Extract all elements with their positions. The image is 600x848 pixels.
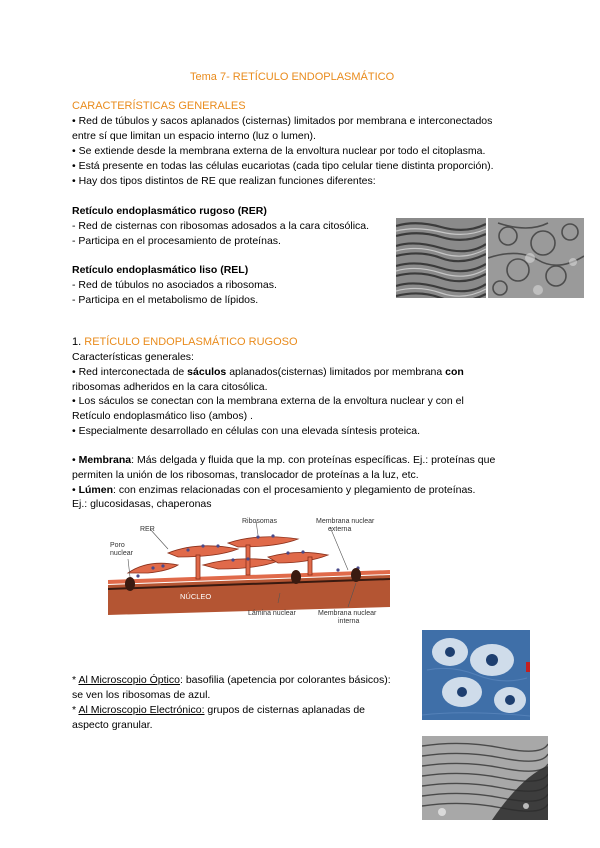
section1-line-1-bold2: con bbox=[445, 366, 464, 378]
rer-micrograph-image bbox=[396, 218, 486, 298]
optico-line-2: se ven los ribosomas de azul. bbox=[72, 689, 211, 701]
electron-micrograph-image bbox=[422, 736, 548, 820]
general-line-3: • Se extiende desde la membrana externa de la envoltura nuclear por todo el citoplasma. bbox=[72, 145, 486, 157]
general-line-5: • Hay dos tipos distintos de RE que realizan funciones diferentes: bbox=[72, 175, 376, 187]
label-lamina: Lámina nuclear bbox=[248, 610, 296, 617]
general-heading: CARACTERÍSTICAS GENERALES bbox=[72, 100, 246, 112]
electronico-line-2: aspecto granular. bbox=[72, 719, 153, 731]
general-line-1: • Red de túbulos y sacos aplanados (cisternas) limitados por membrana e interconectados bbox=[72, 115, 493, 127]
electronico-desc: grupos de cisternas aplanadas de bbox=[204, 704, 366, 716]
section1-line-1-pre: • Red interconectada de bbox=[72, 366, 188, 378]
optical-micrograph-image bbox=[422, 630, 530, 720]
section1-line-2: ribosomas adheridos en la cara citosólica. bbox=[72, 381, 268, 393]
optico-line-1 bbox=[72, 673, 391, 688]
lumen-line-2: Ej.: glucosidasas, chaperonas bbox=[72, 498, 212, 510]
label-membrana-int-1: Membrana nuclear bbox=[318, 610, 377, 617]
membrana-desc: : Más delgada y fluida que la mp. con proteínas específicas. Ej.: proteínas que bbox=[131, 454, 496, 466]
label-poro-nuclear: nuclear bbox=[110, 550, 133, 557]
section1-line-5: • Especialmente desarrollado en células con una elevada síntesis proteica. bbox=[72, 425, 421, 437]
rel-micrograph-image bbox=[488, 218, 584, 298]
electronico-line-1 bbox=[72, 703, 365, 718]
label-membrana-ext-1: Membrana nuclear bbox=[316, 518, 375, 525]
lumen-line-1 bbox=[72, 483, 475, 498]
membrana-line-2: permiten la unión de los ribosomas, translocador de proteínas a la luz, etc. bbox=[72, 469, 419, 481]
section1-heading bbox=[72, 335, 298, 350]
lumen-desc: : con enzimas relacionadas con el procesamiento y plegamiento de proteínas. bbox=[113, 484, 476, 496]
rer-heading: Retículo endoplasmático rugoso (RER) bbox=[72, 205, 267, 217]
section1-line-3: • Los sáculos se conectan con la membrana externa de la envoltura nuclear y con el bbox=[72, 395, 464, 407]
rer-line-1: - Red de cisternas con ribosomas adosados a la cara citosólica. bbox=[72, 220, 370, 232]
label-rer: RER bbox=[140, 526, 155, 533]
lumen-bullet: • bbox=[72, 484, 79, 496]
section1-subheading: Características generales: bbox=[72, 351, 194, 363]
lumen-term: Lúmen bbox=[78, 484, 114, 496]
electronico-prefix: * bbox=[72, 704, 79, 716]
membrana-line-1 bbox=[72, 453, 495, 468]
rel-line-1: - Red de túbulos no asociados a ribosomas. bbox=[72, 279, 277, 291]
general-line-4: • Está presente en todas las células eucariotas (cada tipo celular tiene distinta proporción). bbox=[72, 160, 494, 172]
section1-number: 1. bbox=[72, 336, 82, 348]
section1-line-4: Retículo endoplasmático liso (ambos) . bbox=[72, 410, 253, 422]
section1-line-1 bbox=[72, 365, 464, 380]
label-membrana-int-2: interna bbox=[338, 618, 360, 625]
page-title: Tema 7- RETÍCULO ENDOPLASMÁTICO bbox=[190, 71, 395, 83]
rel-heading: Retículo endoplasmático liso (REL) bbox=[72, 264, 249, 276]
rer-diagram bbox=[108, 515, 390, 630]
membrana-bullet: • bbox=[72, 454, 79, 466]
label-nucleo: NÚCLEO bbox=[180, 592, 212, 601]
rel-line-2: - Participa en el metabolismo de lípidos. bbox=[72, 294, 259, 306]
label-membrana-ext-2: externa bbox=[328, 526, 352, 533]
section1-line-1-bold: sáculos bbox=[187, 366, 227, 378]
membrana-term: Membrana bbox=[78, 454, 132, 466]
optico-term: Al Microscopio Óptico bbox=[78, 674, 180, 686]
rer-line-2: - Participa en el procesamiento de proteínas. bbox=[72, 235, 281, 247]
optico-desc: : basofilia (apetencia por colorantes básicos): bbox=[179, 674, 391, 686]
electronico-term: Al Microscopio Electrónico: bbox=[78, 704, 205, 716]
label-ribosomas: Ribosomas bbox=[242, 518, 278, 525]
section1-line-1-mid: aplanados(cisternas) limitados por membrana bbox=[226, 366, 446, 378]
section1-title: RETÍCULO ENDOPLASMÁTICO RUGOSO bbox=[81, 336, 298, 348]
optico-prefix: * bbox=[72, 674, 79, 686]
general-line-2: entre sí que limitan un espacio interno (luz o lumen). bbox=[72, 130, 316, 142]
label-poro: Poro bbox=[110, 542, 125, 549]
